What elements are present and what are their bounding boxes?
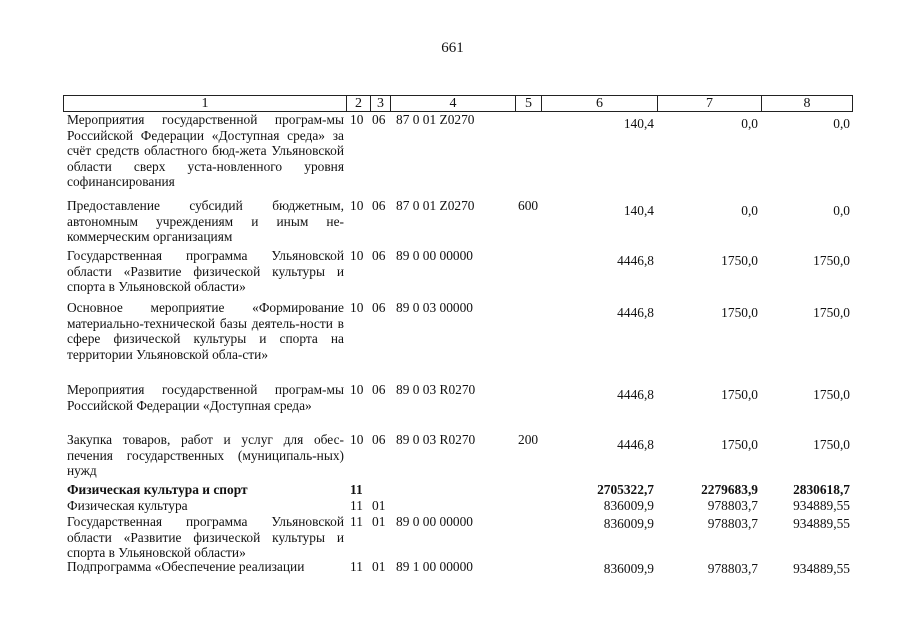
row-value-col6: 140,4 xyxy=(623,116,654,131)
row-section: 11 xyxy=(350,559,363,574)
row-expense-type xyxy=(515,498,541,514)
row-value-col7: 0,0 xyxy=(741,203,758,218)
header-col-1: 1 xyxy=(63,95,346,112)
row-value-col7: 978803,7 xyxy=(707,561,758,576)
row-subsection: 06 xyxy=(372,112,386,127)
row-expense-type xyxy=(515,482,541,498)
row-value-col7: 1750,0 xyxy=(721,387,758,402)
row-subsection: 06 xyxy=(372,382,386,397)
row-value-col6: 836009,9 xyxy=(603,498,654,513)
row-subsection: 06 xyxy=(372,432,386,447)
row-expense-type xyxy=(515,112,541,198)
row-value-col8: 1750,0 xyxy=(813,253,850,268)
row-section: 10 xyxy=(350,112,364,127)
row-value-col8: 934889,55 xyxy=(793,498,850,513)
row-target-code xyxy=(390,498,515,514)
table-header-row xyxy=(63,95,853,112)
row-section: 11 xyxy=(350,514,363,529)
row-subsection xyxy=(370,482,390,498)
row-value-col7: 1750,0 xyxy=(721,437,758,452)
row-subsection: 06 xyxy=(372,198,386,213)
table-row-section-total xyxy=(63,482,853,498)
row-value-col7: 978803,7 xyxy=(707,516,758,531)
row-section: 10 xyxy=(350,248,364,263)
row-value-col8: 1750,0 xyxy=(813,387,850,402)
row-value-col8: 1750,0 xyxy=(813,305,850,320)
header-col-8: 8 xyxy=(761,95,853,112)
row-name: Закупка товаров, работ и услуг для обес-печения государственных (муниципаль-ных) нужд xyxy=(67,432,344,478)
row-target-code: 89 0 03 R0270 xyxy=(396,382,476,397)
row-value-col6: 4446,8 xyxy=(617,387,654,402)
header-col-7: 7 xyxy=(657,95,761,112)
page-number: 661 xyxy=(441,40,464,56)
row-name: Основное мероприятие «Формирование материально-технической базы деятель-ности в сфере физической культуры и спорта на территории Ульяновской обла-сти» xyxy=(67,300,344,362)
row-name: Физическая культура xyxy=(67,498,188,513)
row-value-col6: 140,4 xyxy=(623,203,654,218)
header-col-6: 6 xyxy=(541,95,657,112)
row-expense-type xyxy=(515,300,541,382)
row-target-code: 89 0 00 00000 xyxy=(396,514,473,529)
row-subsection: 01 xyxy=(372,559,386,574)
table-row xyxy=(63,432,853,482)
row-value-col8: 0,0 xyxy=(833,116,850,131)
row-expense-type xyxy=(515,382,541,432)
row-value-col6: 2705322,7 xyxy=(597,482,654,497)
row-target-code: 87 0 01 Z0270 xyxy=(396,112,475,127)
row-expense-type: 200 xyxy=(518,432,539,447)
row-section: 10 xyxy=(350,300,364,315)
row-expense-type xyxy=(515,559,541,577)
header-col-4: 4 xyxy=(390,95,515,112)
row-target-code xyxy=(390,482,515,498)
row-value-col7: 978803,7 xyxy=(707,498,758,513)
row-name: Подпрограмма «Обеспечение реализации xyxy=(67,559,305,574)
table-row xyxy=(63,382,853,432)
row-subsection: 06 xyxy=(372,248,386,263)
budget-table xyxy=(63,95,853,577)
row-name: Мероприятия государственной програм-мы Российской Федерации «Доступная среда» за счёт средств областного бюд-жета Ульяновской области сверх уста-новленного уровня софинансирования xyxy=(67,112,344,189)
row-name: Мероприятия государственной програм-мы Российской Федерации «Доступная среда» xyxy=(67,382,344,413)
row-expense-type: 600 xyxy=(518,198,539,213)
row-target-code: 87 0 01 Z0270 xyxy=(396,198,475,213)
row-expense-type xyxy=(515,248,541,300)
row-section: 11 xyxy=(350,482,363,497)
row-target-code: 89 0 03 00000 xyxy=(396,300,473,315)
row-value-col7: 2279683,9 xyxy=(701,482,758,497)
row-name: Государственная программа Ульяновской области «Развитие физической культуры и спорта в Ульяновской области» xyxy=(67,248,344,294)
row-target-code: 89 1 00 00000 xyxy=(396,559,473,574)
row-name: Государственная программа Ульяновской области «Развитие физической культуры и спорта в Ульяновской области» xyxy=(67,514,344,560)
header-col-5: 5 xyxy=(515,95,541,112)
row-value-col6: 4446,8 xyxy=(617,437,654,452)
table-row xyxy=(63,248,853,300)
row-value-col8: 934889,55 xyxy=(793,561,850,576)
row-subsection: 01 xyxy=(372,498,386,513)
row-section: 11 xyxy=(350,498,363,513)
row-subsection: 06 xyxy=(372,300,386,315)
row-value-col7: 1750,0 xyxy=(721,305,758,320)
table-row xyxy=(63,300,853,382)
row-value-col6: 4446,8 xyxy=(617,253,654,268)
row-name: Предоставление субсидий бюджетным, автономным учреждениям и иным не-коммерческим организациям xyxy=(67,198,344,244)
row-value-col6: 836009,9 xyxy=(603,561,654,576)
table-row xyxy=(63,112,853,198)
table-row xyxy=(63,514,853,559)
table-row xyxy=(63,559,853,577)
header-col-3: 3 xyxy=(370,95,390,112)
row-name: Физическая культура и спорт xyxy=(67,482,248,497)
row-value-col8: 934889,55 xyxy=(793,516,850,531)
row-value-col6: 836009,9 xyxy=(603,516,654,531)
row-value-col6: 4446,8 xyxy=(617,305,654,320)
table-row xyxy=(63,198,853,248)
row-value-col8: 2830618,7 xyxy=(793,482,850,497)
row-value-col7: 0,0 xyxy=(741,116,758,131)
row-value-col8: 0,0 xyxy=(833,203,850,218)
row-section: 10 xyxy=(350,382,364,397)
row-value-col7: 1750,0 xyxy=(721,253,758,268)
row-section: 10 xyxy=(350,198,364,213)
row-expense-type xyxy=(515,514,541,559)
row-target-code: 89 0 00 00000 xyxy=(396,248,473,263)
table-row xyxy=(63,498,853,514)
row-subsection: 01 xyxy=(372,514,386,529)
row-section: 10 xyxy=(350,432,364,447)
header-col-2: 2 xyxy=(346,95,370,112)
row-target-code: 89 0 03 R0270 xyxy=(396,432,476,447)
row-value-col8: 1750,0 xyxy=(813,437,850,452)
